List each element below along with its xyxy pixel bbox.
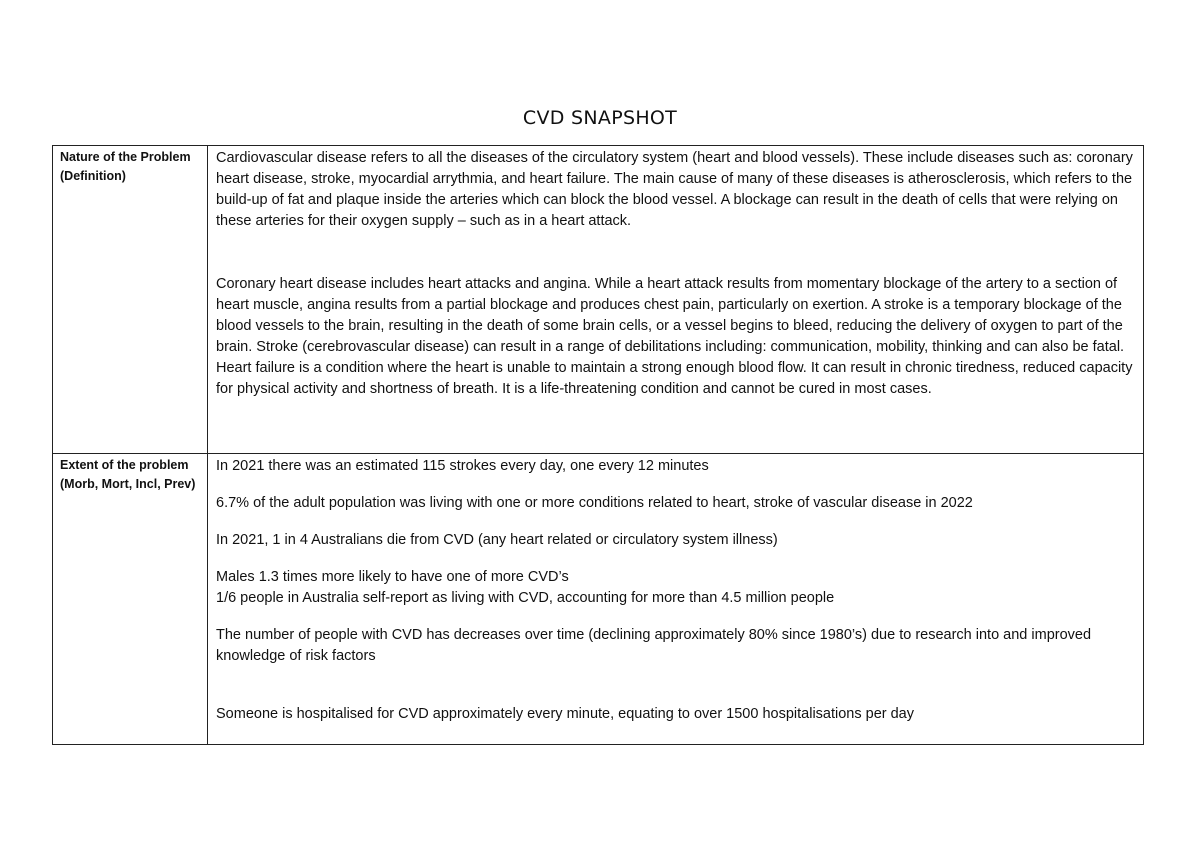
stat-strokes-per-day: In 2021 there was an estimated 115 strokes every day, one every 12 minutes <box>216 458 709 474</box>
page-title: CVD SNAPSHOT <box>522 107 678 129</box>
stat-hospitalisations: Someone is hospitalised for CVD approximately every minute, equating to over 1500 hospitalisations per day <box>216 706 914 722</box>
row-label-extent: Extent of the problem (Morb, Mort, Incl, Prev) <box>53 454 208 745</box>
row-label-nature: Nature of the Problem (Definition) <box>53 146 208 454</box>
row-content-extent <box>208 454 1144 745</box>
stat-decline-over-time: The number of people with CVD has decreases over time (declining approximately 80% since 1980’s) due to research into and improved knowledge of risk factors <box>216 627 1092 664</box>
paragraph-definition: Cardiovascular disease refers to all the diseases of the circulatory system (heart and blood vessels). These include diseases such as: coronary heart disease, stroke, myocardial arrythmia, and heart failure. The main cause of many of these diseases is atherosclerosis, which refers to the build-up of fat and plaque inside the arteries which can block the blood vessel. A blockage can result in the death of cells that were relying on these arteries for their oxygen supply – such as in a heart attack. <box>216 150 1133 229</box>
stat-self-report: 1/6 people in Australia self-report as living with CVD, accounting for more than 4.5 million people <box>216 590 835 606</box>
row-content-nature <box>208 146 1144 454</box>
stat-adult-population: 6.7% of the adult population was living with one or more conditions related to heart, stroke of vascular disease in 2022 <box>216 495 973 511</box>
paragraph-conditions: Coronary heart disease includes heart attacks and angina. While a heart attack results from momentary blockage of the artery to a section of heart muscle, angina results from a partial blockage and produces chest pain, particularly on exertion. A stroke is a temporary blockage of the blood vessels to the brain, resulting in the death of some brain cells, or a vessel begins to bleed, reducing the delivery of oxygen to part of the brain. Stroke (cerebrovascular disease) can result in a range of debilitations including: communication, mobility, thinking and can also be fatal. Heart failure is a condition where the heart is unable to maintain a strong enough blood flow. It can result in chronic tiredness, reduced capacity for physical activity and shortness of breath. It is a life-threatening condition and cannot be cured in most cases. <box>216 276 1133 397</box>
table-row-nature <box>53 146 1144 454</box>
stat-australians-die: In 2021, 1 in 4 Australians die from CVD (any heart related or circulatory system illness) <box>216 532 778 548</box>
stat-males-likelihood: Males 1.3 times more likely to have one of more CVD’s <box>216 569 569 585</box>
cvd-snapshot-table <box>52 145 1144 745</box>
table-row-extent <box>53 454 1144 745</box>
